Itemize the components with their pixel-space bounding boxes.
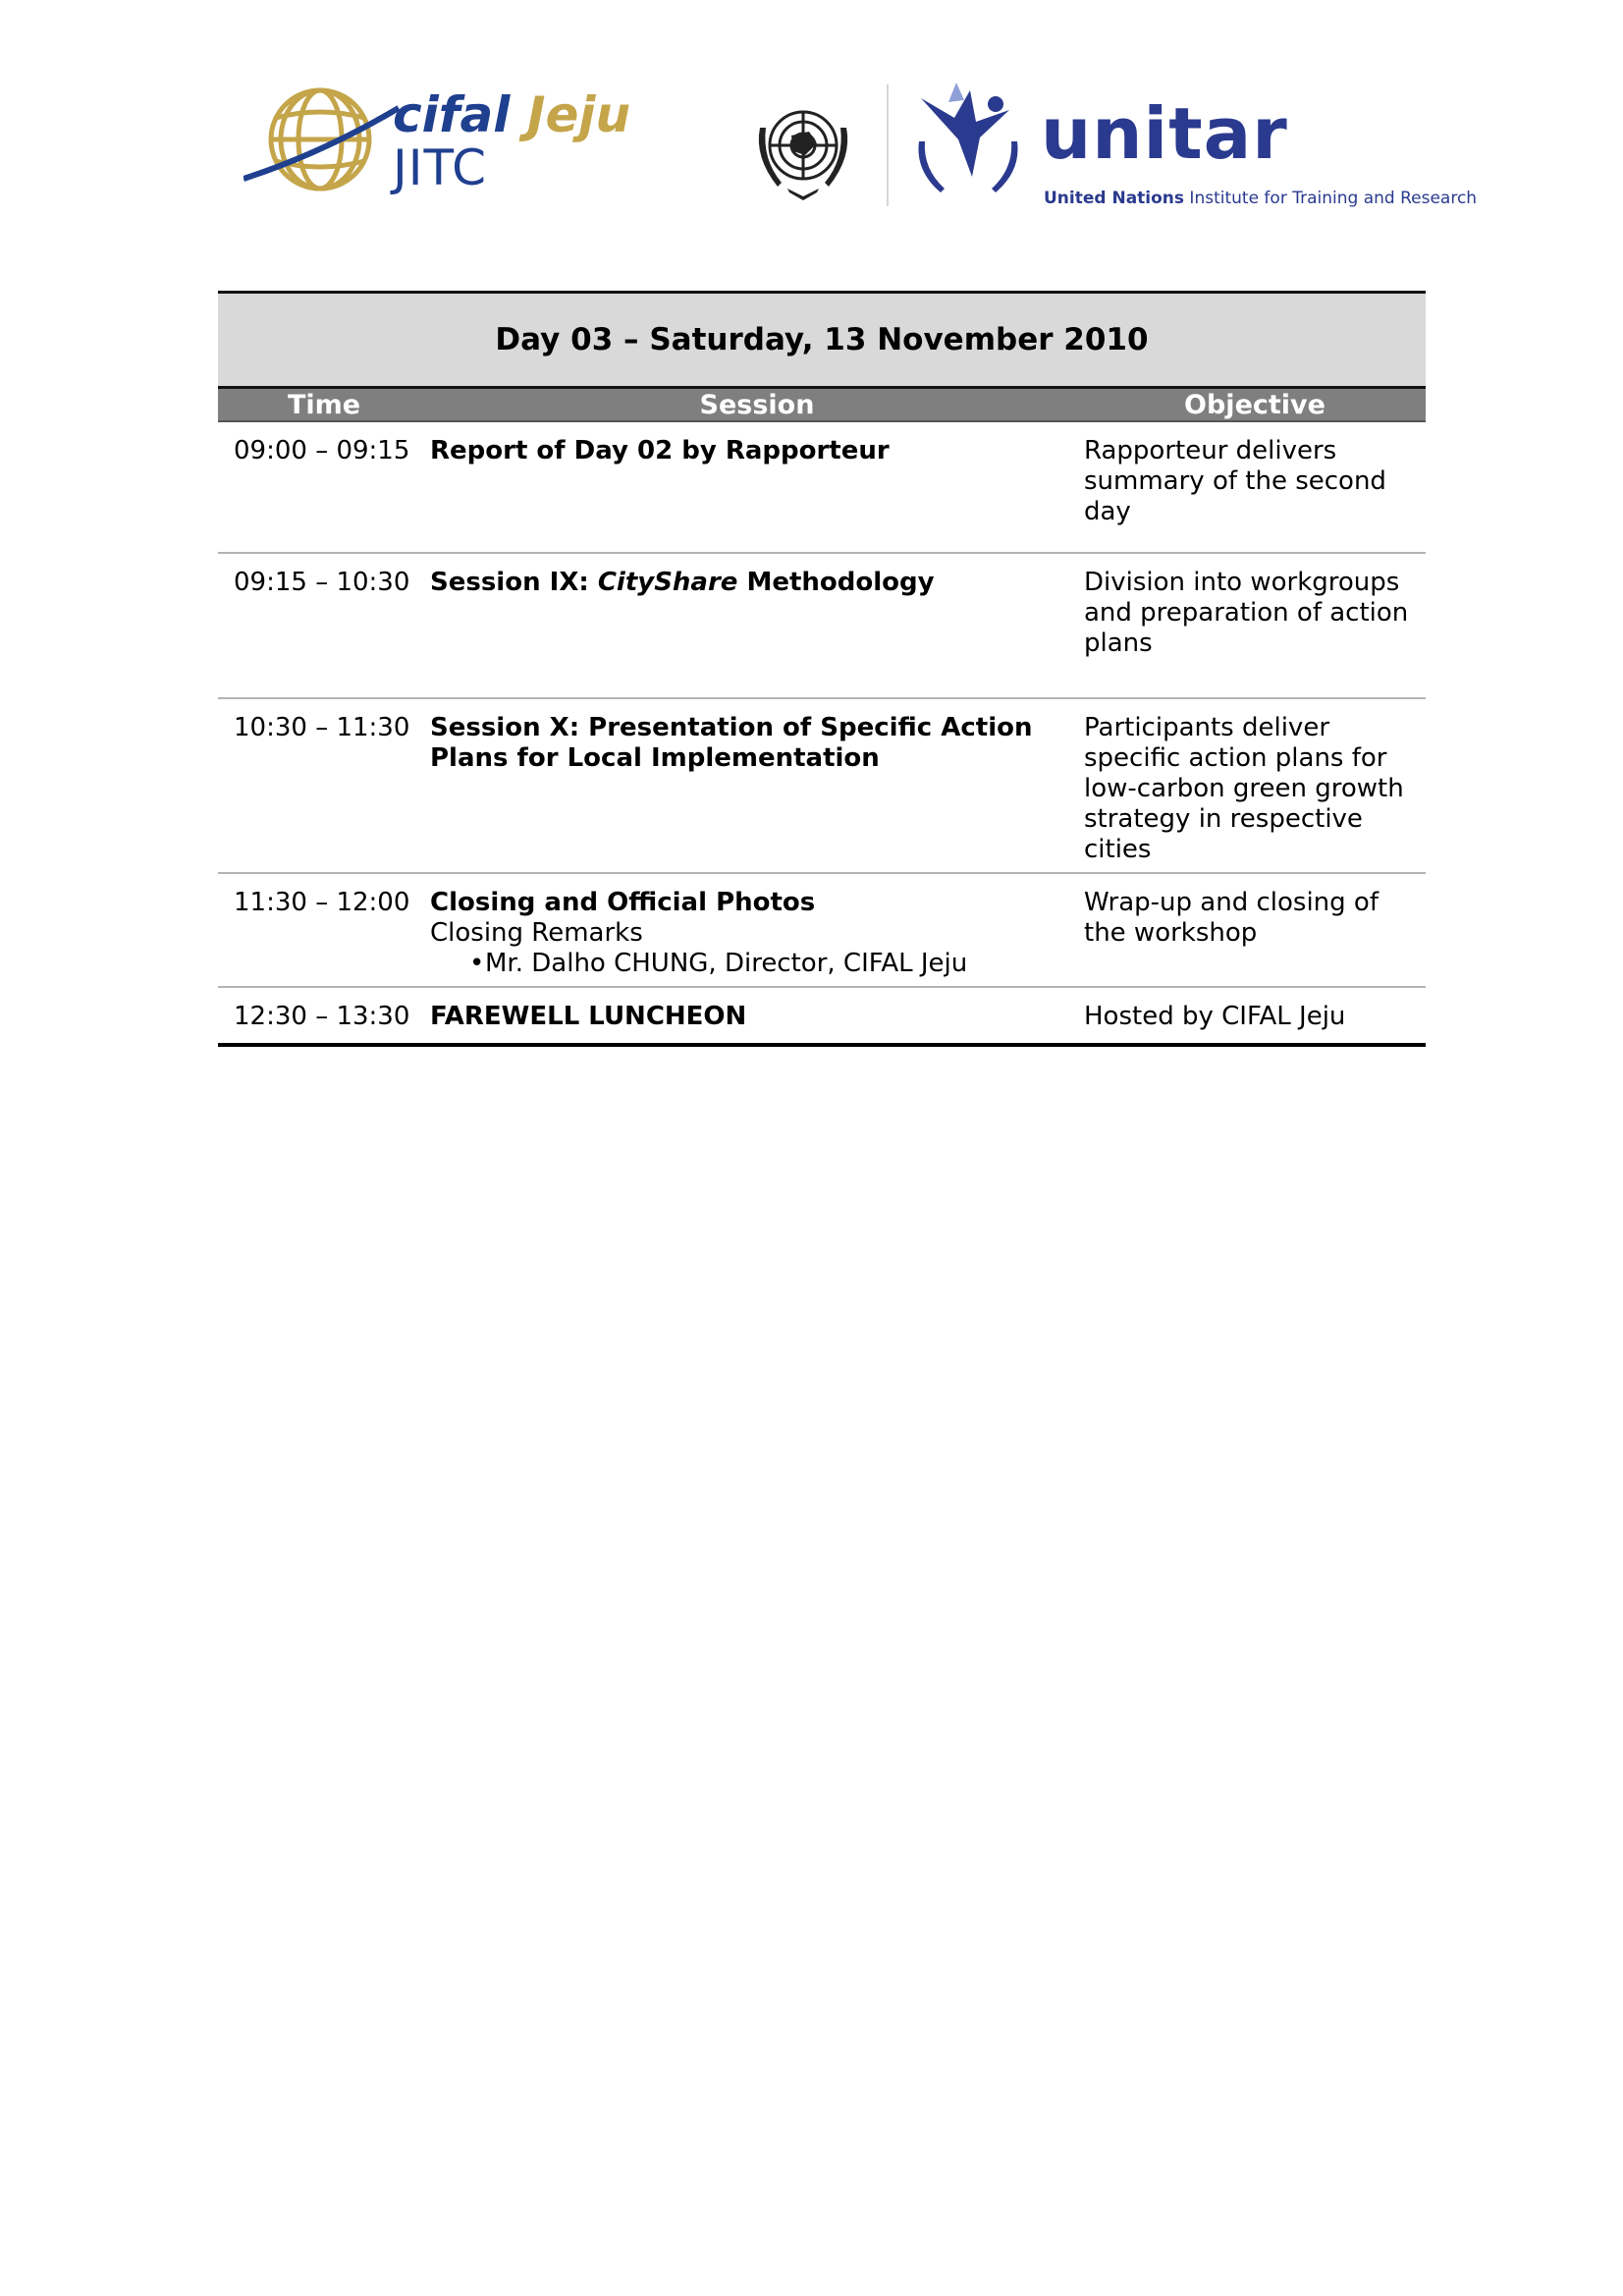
row-objective: Hosted by CIFAL Jeju xyxy=(1084,1002,1346,1031)
column-header-row xyxy=(218,389,1426,422)
agenda-row xyxy=(218,699,1426,874)
row-time: 09:15 – 10:30 xyxy=(234,568,410,597)
row-objective: Rapporteur delivers summary of the second day xyxy=(1084,436,1386,526)
day-title: Day 03 – Saturday, 13 November 2010 xyxy=(218,291,1426,389)
unitar-subtitle: United Nations Institute for Training and Research xyxy=(1044,189,1478,208)
row-time: 12:30 – 13:30 xyxy=(234,1002,410,1031)
session-title: Session IX: CityShare Methodology xyxy=(430,568,935,597)
row-session xyxy=(430,888,1084,986)
session-bullet-item: • Mr. Dalho CHUNG, Director, CIFAL Jeju xyxy=(469,949,968,978)
column-header-time: Time xyxy=(287,390,361,420)
globe-icon xyxy=(243,84,401,202)
column-header-objective: Objective xyxy=(1184,390,1325,420)
row-objective: Participants deliver specific action plans for low-carbon green growth strategy in respective cities xyxy=(1084,713,1404,864)
cifal-jeju-wordmark: cifal Jeju xyxy=(393,86,631,143)
session-title: Closing and Official Photos xyxy=(430,888,816,917)
row-session xyxy=(430,436,1084,552)
row-objective: Wrap-up and closing of the workshop xyxy=(1084,888,1379,948)
session-subtitle: Closing Remarks xyxy=(430,918,643,948)
agenda-row xyxy=(218,422,1426,554)
unitar-wordmark: unitar xyxy=(1041,92,1288,175)
logo-divider xyxy=(887,84,889,206)
session-title: FAREWELL LUNCHEON xyxy=(430,1002,747,1031)
jitc-wordmark: JITC xyxy=(393,139,488,196)
session-title: Report of Day 02 by Rapporteur xyxy=(430,436,890,465)
agenda-table xyxy=(218,291,1426,1047)
unitar-emblem-icon xyxy=(911,82,1025,200)
column-header-session: Session xyxy=(699,390,815,420)
row-time: 09:00 – 09:15 xyxy=(234,436,410,465)
agenda-row xyxy=(218,554,1426,699)
agenda-row xyxy=(218,874,1426,988)
bullet-icon: • xyxy=(469,949,485,978)
agenda-row xyxy=(218,988,1426,1047)
session-title: Session X: Presentation of Specific Action Plans for Local Implementation xyxy=(430,713,1033,773)
row-session xyxy=(430,1002,1084,1043)
row-objective: Division into workgroups and preparation of action plans xyxy=(1084,568,1409,658)
row-session xyxy=(430,713,1084,872)
row-time: 10:30 – 11:30 xyxy=(234,713,410,742)
row-session xyxy=(430,568,1084,697)
un-emblem-icon xyxy=(748,98,858,200)
cifal-jeju-logo xyxy=(243,84,636,202)
row-time: 11:30 – 12:00 xyxy=(234,888,410,917)
